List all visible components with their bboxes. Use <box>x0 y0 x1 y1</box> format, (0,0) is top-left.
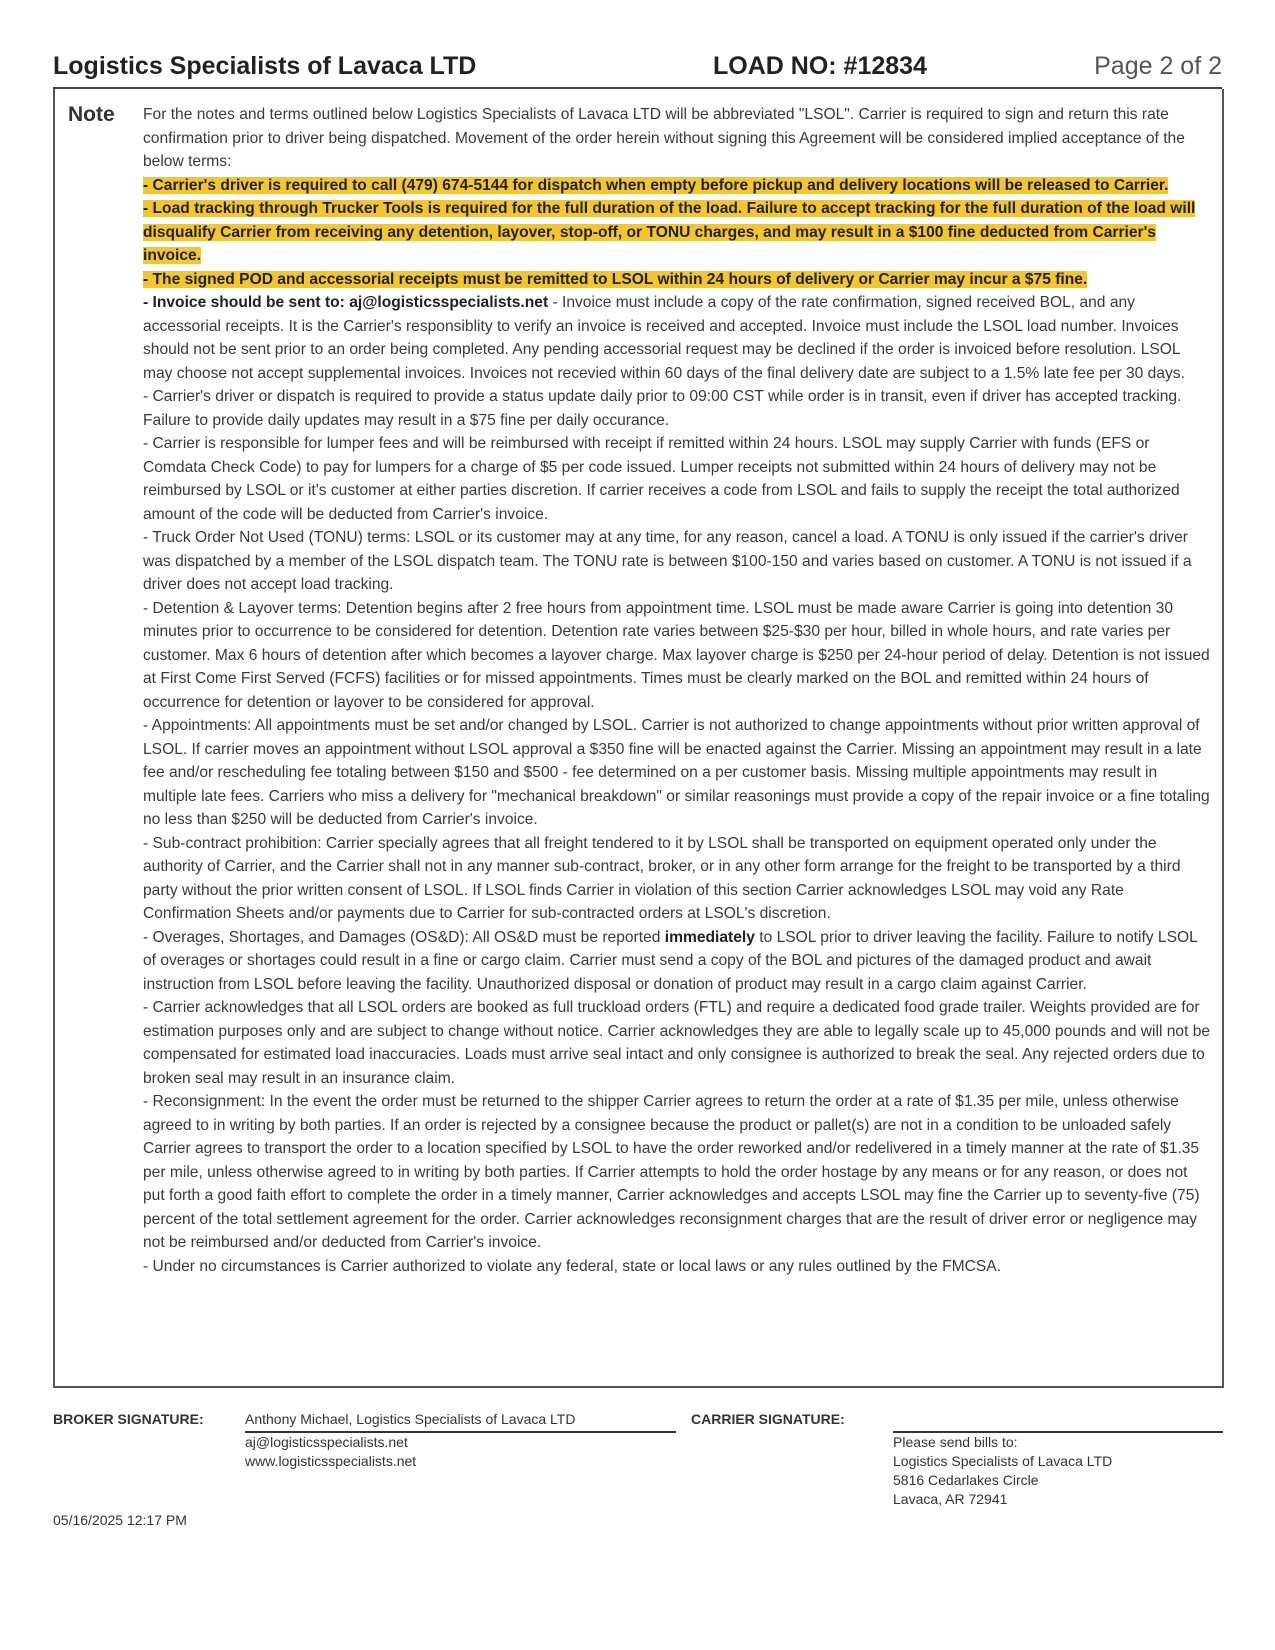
notes-box <box>53 89 1224 1388</box>
note-ftl: - Carrier acknowledges that all LSOL orders are booked as full truckload orders (FTL) and require a dedicated food grade trailer. Weights provided are for estimation purposes only and are subject to change without notice. Carrier acknowledges they are able to legally scale up to 45,000 pounds and will not be compensated for estimated load inaccuracies. Loads must arrive seal intact and only consignee is authorized to break the seal. Any rejected orders due to broken seal may result in an insurance claim. <box>143 999 1211 1087</box>
osd-immediately: immediately <box>664 928 755 946</box>
note-body <box>143 103 1213 1278</box>
page-indicator: Page 2 of 2 <box>1094 52 1222 80</box>
broker-signature-label: BROKER SIGNATURE: <box>53 1411 204 1427</box>
bills-street: 5816 Cedarlakes Circle <box>893 1472 1039 1488</box>
note-fmcsa: - Under no circumstances is Carrier authorized to violate any federal, state or local laws or any rules outlined by the FMCSA. <box>143 1257 1002 1275</box>
osd-rest: to LSOL prior to driver leaving the facility. Failure to notify LSOL of overages or shortages could result in a fine or cargo claim. Carrier must send a copy of the BOL and pictures of the damaged product and await instruction from LSOL before leaving the facility. Unauthorized disposal or donation of product may result in a cargo claim against Carrier. <box>143 928 1198 993</box>
note-reconsignment: - Reconsignment: In the event the order must be returned to the shipper Carrier agrees to return the order at a rate of $1.35 per mile, unless otherwise agreed to in writing by both parties. If an order is rejected by a consignee because the product or pallet(s) are not in a condition to be unloaded safely Carrier agrees to transport the order to a location specified by LSOL to have the order reworked and/or redelivered in a timely manner at the rate of $1.35 per mile, unless otherwise agreed to in writing by both parties. If Carrier attempts to hold the order hostage by any means or for any reason, or does not put forth a good faith effort to complete the order in a timely manner, Carrier acknowledges and accepts LSOL may fine the Carrier up to seventy-five (75) percent of the total settlement agreement for the order. Carrier acknowledges reconsignment charges that are the result of driver error or negligence may not be reimbursed and/or deducted from Carrier's invoice. <box>143 1093 1200 1251</box>
note-label: Note <box>68 103 115 126</box>
load-number: LOAD NO: #12834 <box>713 52 927 80</box>
highlight-pod: - The signed POD and accessorial receipts must be remitted to LSOL within 24 hours of delivery or Carrier may incur a $75 fine. <box>143 270 1088 288</box>
note-lumper: - Carrier is responsible for lumper fees and will be reimbursed with receipt if remitted within 24 hours. LSOL may supply Carrier with funds (EFS or Comdata Check Code) to pay for lumpers for a charge of $5 per code issued. Lumper receipts not submitted within 24 hours of delivery may not be reimbursed by LSOL or it's customer at either parties discretion. If carrier receives a code from LSOL and fails to supply the receipt the total authorized amount of the code will be deducted from Carrier's invoice. <box>143 435 1180 523</box>
note-pod <box>143 268 1213 292</box>
bills-city: Lavaca, AR 72941 <box>893 1491 1008 1507</box>
note-dispatch-call <box>143 174 1213 198</box>
broker-email: aj@logisticsspecialists.net <box>245 1434 408 1450</box>
note-tracking <box>143 197 1213 268</box>
note-tonu: - Truck Order Not Used (TONU) terms: LSOL or its customer may at any time, for any reason, cancel a load. A TONU is only issued if the carrier's driver was dispatched by a member of the LSOL dispatch team. The TONU rate is between $100-150 and varies based on customer. A TONU is not issued if a driver does not accept load tracking. <box>143 529 1192 593</box>
print-timestamp: 05/16/2025 12:17 PM <box>53 1512 187 1528</box>
broker-website: www.logisticsspecialists.net <box>245 1453 417 1469</box>
company-title: Logistics Specialists of Lavaca LTD <box>53 52 477 80</box>
note-subcontract: - Sub-contract prohibition: Carrier specially agrees that all freight tendered to it by LSOL shall be transported on equipment operated only under the authority of Carrier, and the Carrier shall not in any manner sub-contract, broker, or in any other form arrange for the freight to be transported by a third party without the prior written consent of LSOL. If LSOL finds Carrier in violation of this section Carrier acknowledges LSOL may void any Rate Confirmation Sheets and/or payments due to Carrier for sub-contracted orders at LSOL's discretion. <box>143 834 1181 922</box>
note-appointments: - Appointments: All appointments must be set and/or changed by LSOL. Carrier is not authorized to change appointments without prior written approval of LSOL. If carrier moves an appointment without LSOL approval a $350 fine will be enacted against the Carrier. Missing an appointment may result in a late fee and/or rescheduling fee totaling between $150 and $500 - fee determined on a per customer basis. Missing multiple appointments may result in multiple late fees. Carriers who miss a delivery for "mechanical breakdown" or similar reasonings must provide a copy of the repair invoice or a fine totaling no less than $250 will be deducted from Carrier's invoice. <box>143 717 1210 828</box>
note-intro: For the notes and terms outlined below Logistics Specialists of Lavaca LTD will be abbreviated "LSOL". Carrier is required to sign and return this rate confirmation prior to driver being dispatched. Movement of the order herein without signing this Agreement will be considered implied acceptance of the below terms: <box>143 106 1185 170</box>
invoice-terms: - Invoice must include a copy of the rate confirmation, signed received BOL, and any accessorial receipts. It is the Carrier's responsiblity to verify an invoice is received and accepted. Invoice must include the LSOL load number. Invoices should not be sent prior to an order being completed. Any pending accessorial request may be declined if the order is invoiced before resolution. LSOL may choose not accept supplemental invoices. Invoices not recevied within 60 days of the final delivery date are subject to a 1.5% late fee per 30 days. <box>143 294 1185 382</box>
invoice-email: - Invoice should be sent to: aj@logisticsspecialists.net <box>143 294 549 311</box>
broker-signature-name: Anthony Michael, Logistics Specialists of Lavaca LTD <box>245 1411 576 1427</box>
bills-company: Logistics Specialists of Lavaca LTD <box>893 1453 1113 1469</box>
osd-prefix: - Overages, Shortages, and Damages (OS&D): All OS&D must be reported <box>143 928 665 946</box>
highlight-tracking: - Load tracking through Trucker Tools is required for the full duration of the load. Failure to accept tracking for the full duration of the load will disqualify Carrier from receiving any detention, layover, stop-off, or TONU charges, and may result in a $100 fine deducted from Carrier's invoice. <box>143 200 1196 264</box>
highlight-dispatch: - Carrier's driver is required to call (479) 674-5144 for dispatch when empty before pickup and delivery locations will be released to Carrier. <box>143 176 1169 194</box>
note-status-update: - Carrier's driver or dispatch is required to provide a status update daily prior to 09:00 CST while order is in transit, even if driver has accepted tracking. Failure to provide daily updates may result in a $75 fine per daily occurance. <box>143 388 1182 429</box>
note-osd <box>143 926 1213 997</box>
note-invoice <box>143 291 1213 385</box>
bills-heading: Please send bills to: <box>893 1434 1018 1450</box>
note-detention: - Detention & Layover terms: Detention begins after 2 free hours from appointment time. LSOL must be made aware Carrier is going into detention 30 minutes prior to occurrence to be considered for detention. Detention rate varies between $25-$30 per hour, billed in whole hours, and rate varies per customer. Max 6 hours of detention after which becomes a layover charge. Max layover charge is $250 per 24-hour period of delay. Detention is not issued at First Come First Served (FCFS) facilities or for missed appointments. Times must be clearly marked on the BOL and remitted within 24 hours of occurrence for detention or layover to be considered for approval. <box>143 599 1210 711</box>
carrier-signature-label: CARRIER SIGNATURE: <box>691 1411 845 1427</box>
